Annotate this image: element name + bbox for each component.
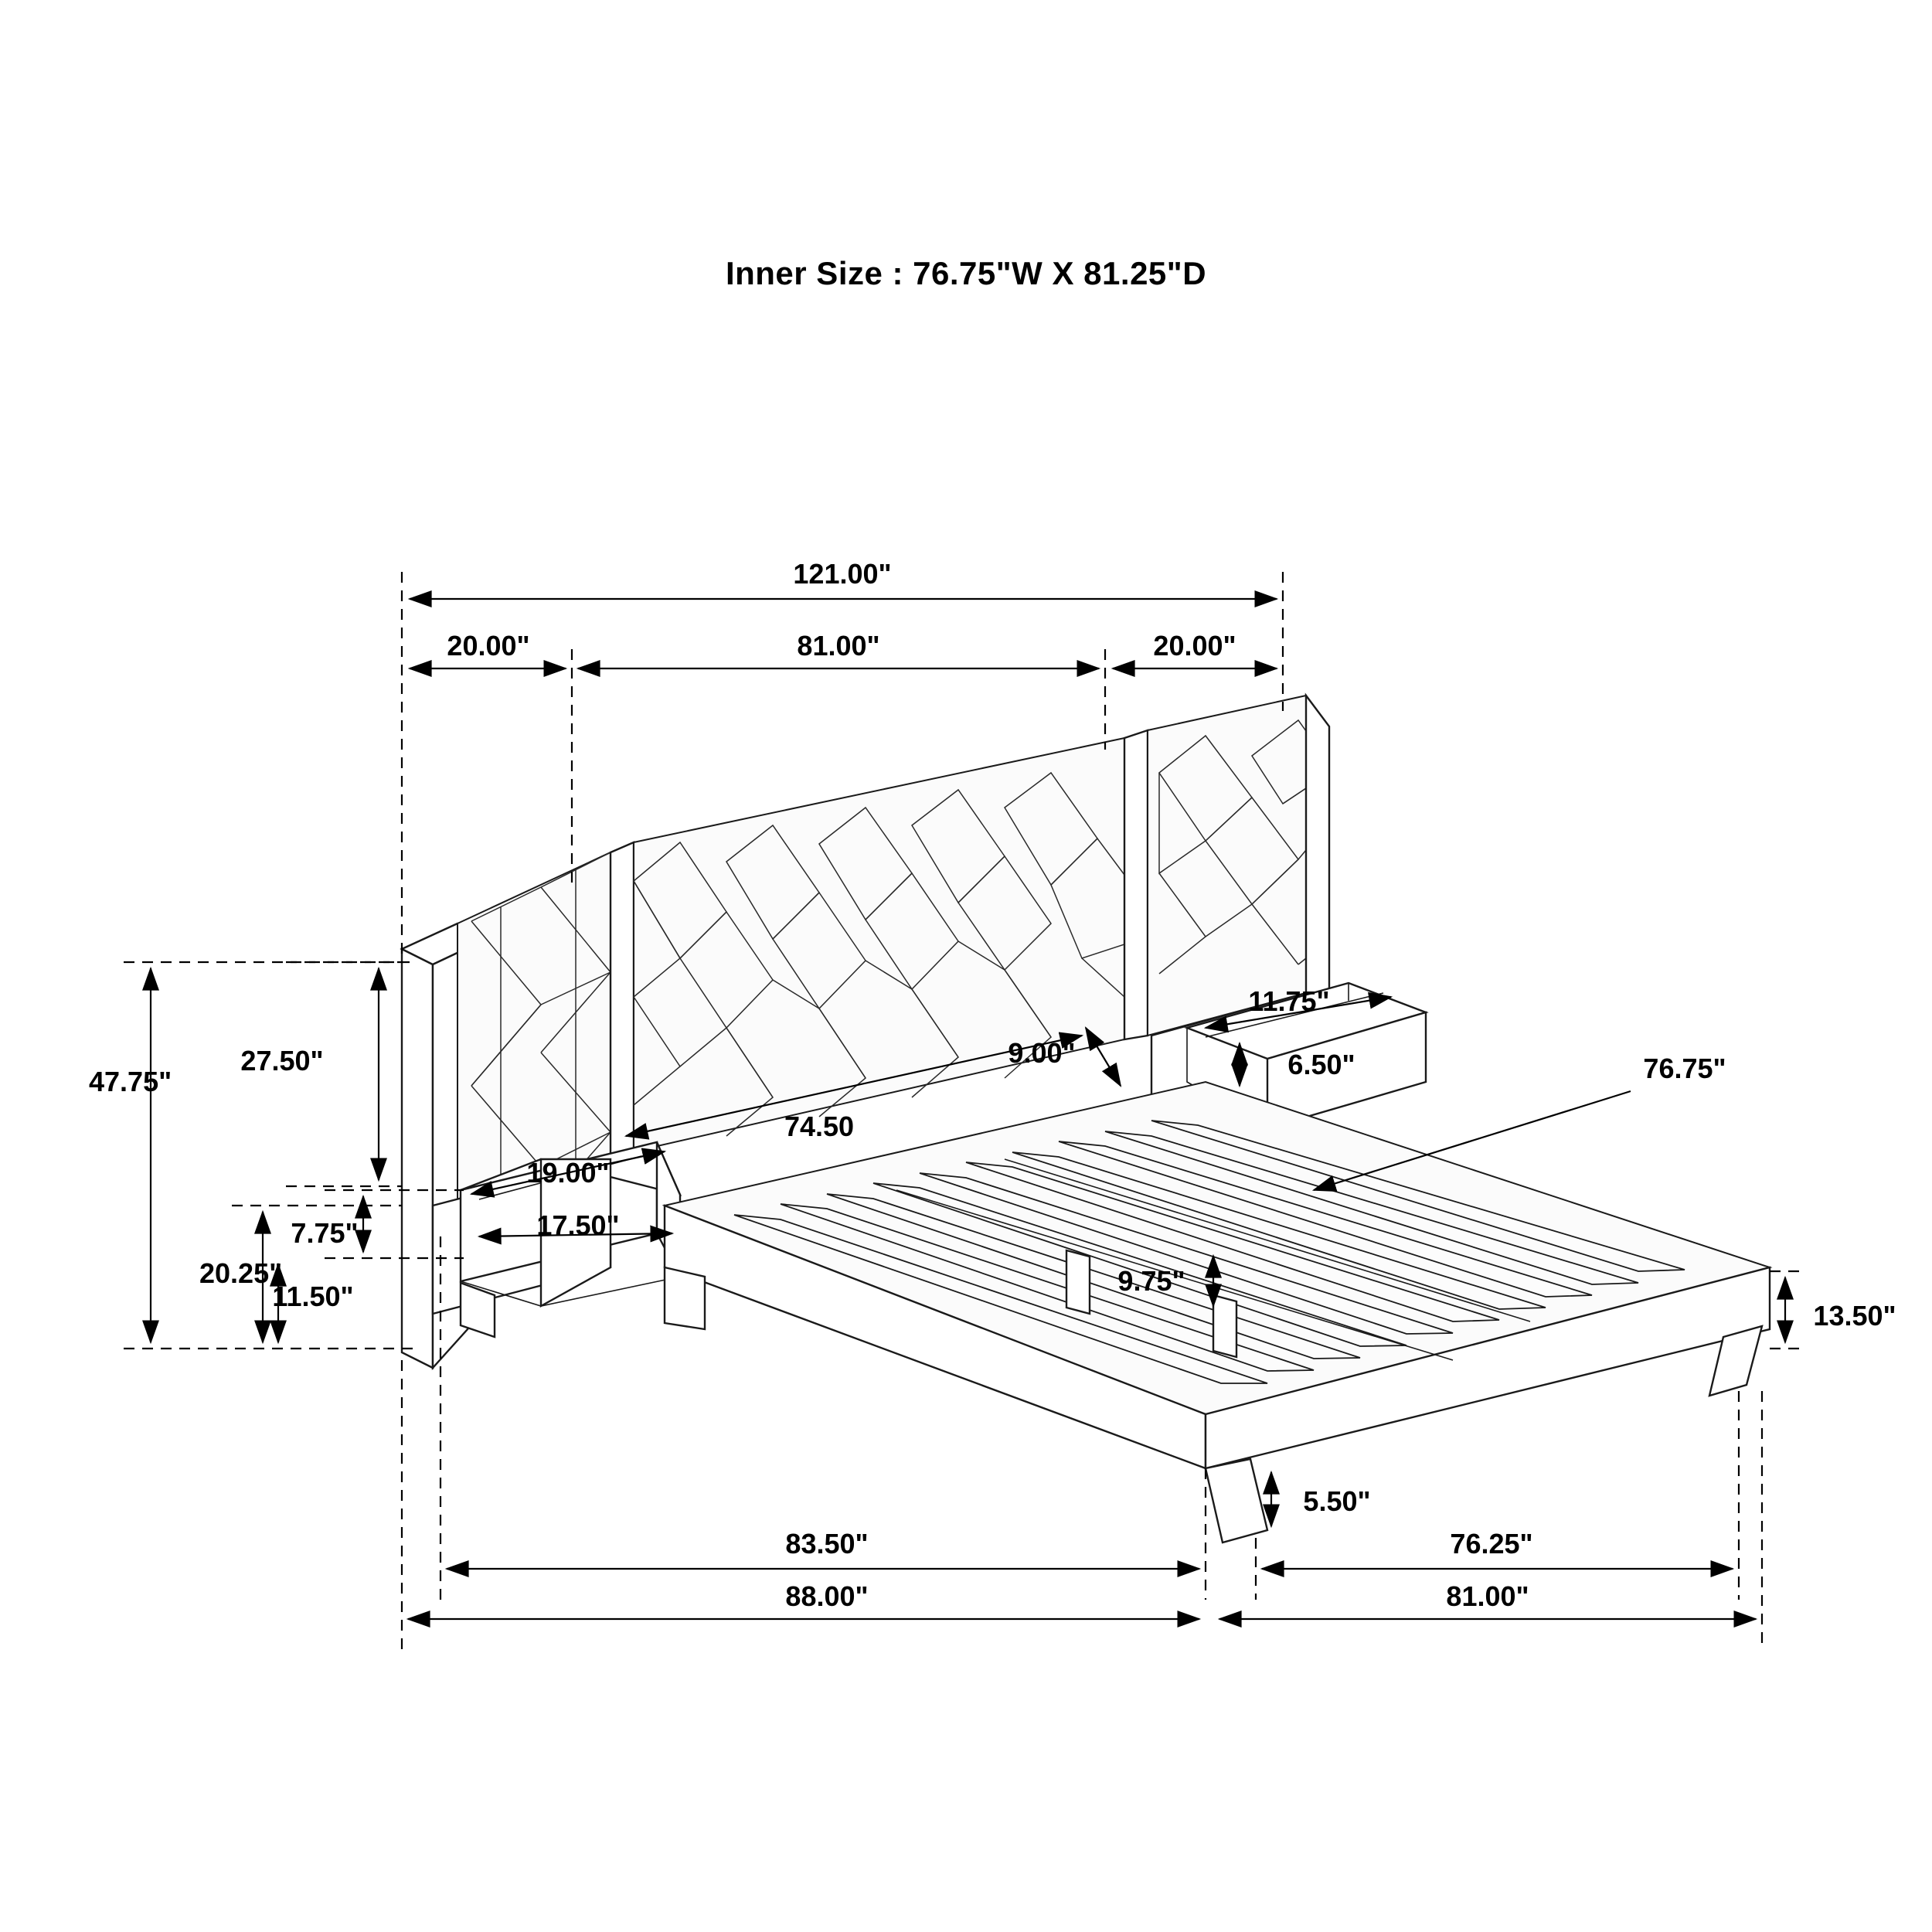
dim-leg-height bbox=[1271, 1472, 1371, 1526]
label-total-height: 47.75" bbox=[89, 1066, 172, 1097]
page-title: Inner Size : 76.75"W X 81.25"D bbox=[725, 255, 1207, 291]
label-overall-width: 121.00" bbox=[793, 558, 892, 590]
label-inner-length: 74.50 bbox=[784, 1111, 855, 1142]
label-drawer-height-right: 6.50" bbox=[1287, 1049, 1355, 1080]
bed-leg-left bbox=[665, 1267, 705, 1329]
dim-total-height bbox=[89, 962, 417, 1349]
label-mattress-width: 76.75" bbox=[1643, 1053, 1726, 1084]
dim-left-nightstand-width bbox=[410, 630, 572, 889]
label-headboard-gap: 9.00" bbox=[1008, 1037, 1076, 1069]
label-headboard-panel-height: 27.50" bbox=[240, 1045, 324, 1077]
label-drawer-width-left: 19.00" bbox=[526, 1157, 610, 1189]
label-slat-height: 9.75" bbox=[1117, 1265, 1185, 1297]
dim-headboard-width bbox=[578, 630, 1105, 750]
bed-leg-front bbox=[1206, 1459, 1267, 1543]
headboard-right-wing bbox=[1148, 696, 1306, 1036]
dim-right-nightstand-width bbox=[1113, 630, 1277, 668]
label-drawer-depth-left: 17.50" bbox=[536, 1209, 620, 1241]
label-platform-width: 76.25" bbox=[1450, 1528, 1533, 1560]
label-left-nightstand-width: 20.00" bbox=[447, 630, 530, 662]
headboard-divider-left bbox=[611, 842, 634, 1159]
headboard-center-panel bbox=[634, 738, 1124, 1151]
label-leg-height: 5.50" bbox=[1303, 1485, 1371, 1517]
dim-nightstand-leg-height bbox=[272, 1264, 353, 1342]
label-overall-length: 88.00" bbox=[785, 1580, 869, 1612]
bed-illustration bbox=[402, 696, 1770, 1543]
label-drawer-depth-right: 11.75" bbox=[1248, 985, 1330, 1017]
label-headboard-width: 81.00" bbox=[797, 630, 880, 662]
dim-headboard-panel-height bbox=[240, 962, 402, 1186]
label-drawer-face-height: 7.75" bbox=[291, 1217, 359, 1249]
label-right-nightstand-width: 20.00" bbox=[1153, 630, 1236, 662]
dim-rail-height bbox=[1770, 1271, 1896, 1349]
label-frame-length: 83.50" bbox=[785, 1528, 869, 1560]
label-rail-height: 13.50" bbox=[1813, 1300, 1896, 1332]
headboard-right-edge bbox=[1306, 696, 1329, 1020]
headboard-divider-right bbox=[1124, 730, 1148, 1039]
label-nightstand-leg-height: 11.50" bbox=[272, 1281, 354, 1312]
label-bed-width: 81.00" bbox=[1446, 1580, 1529, 1612]
label-nightstand-height: 20.25" bbox=[199, 1257, 283, 1289]
